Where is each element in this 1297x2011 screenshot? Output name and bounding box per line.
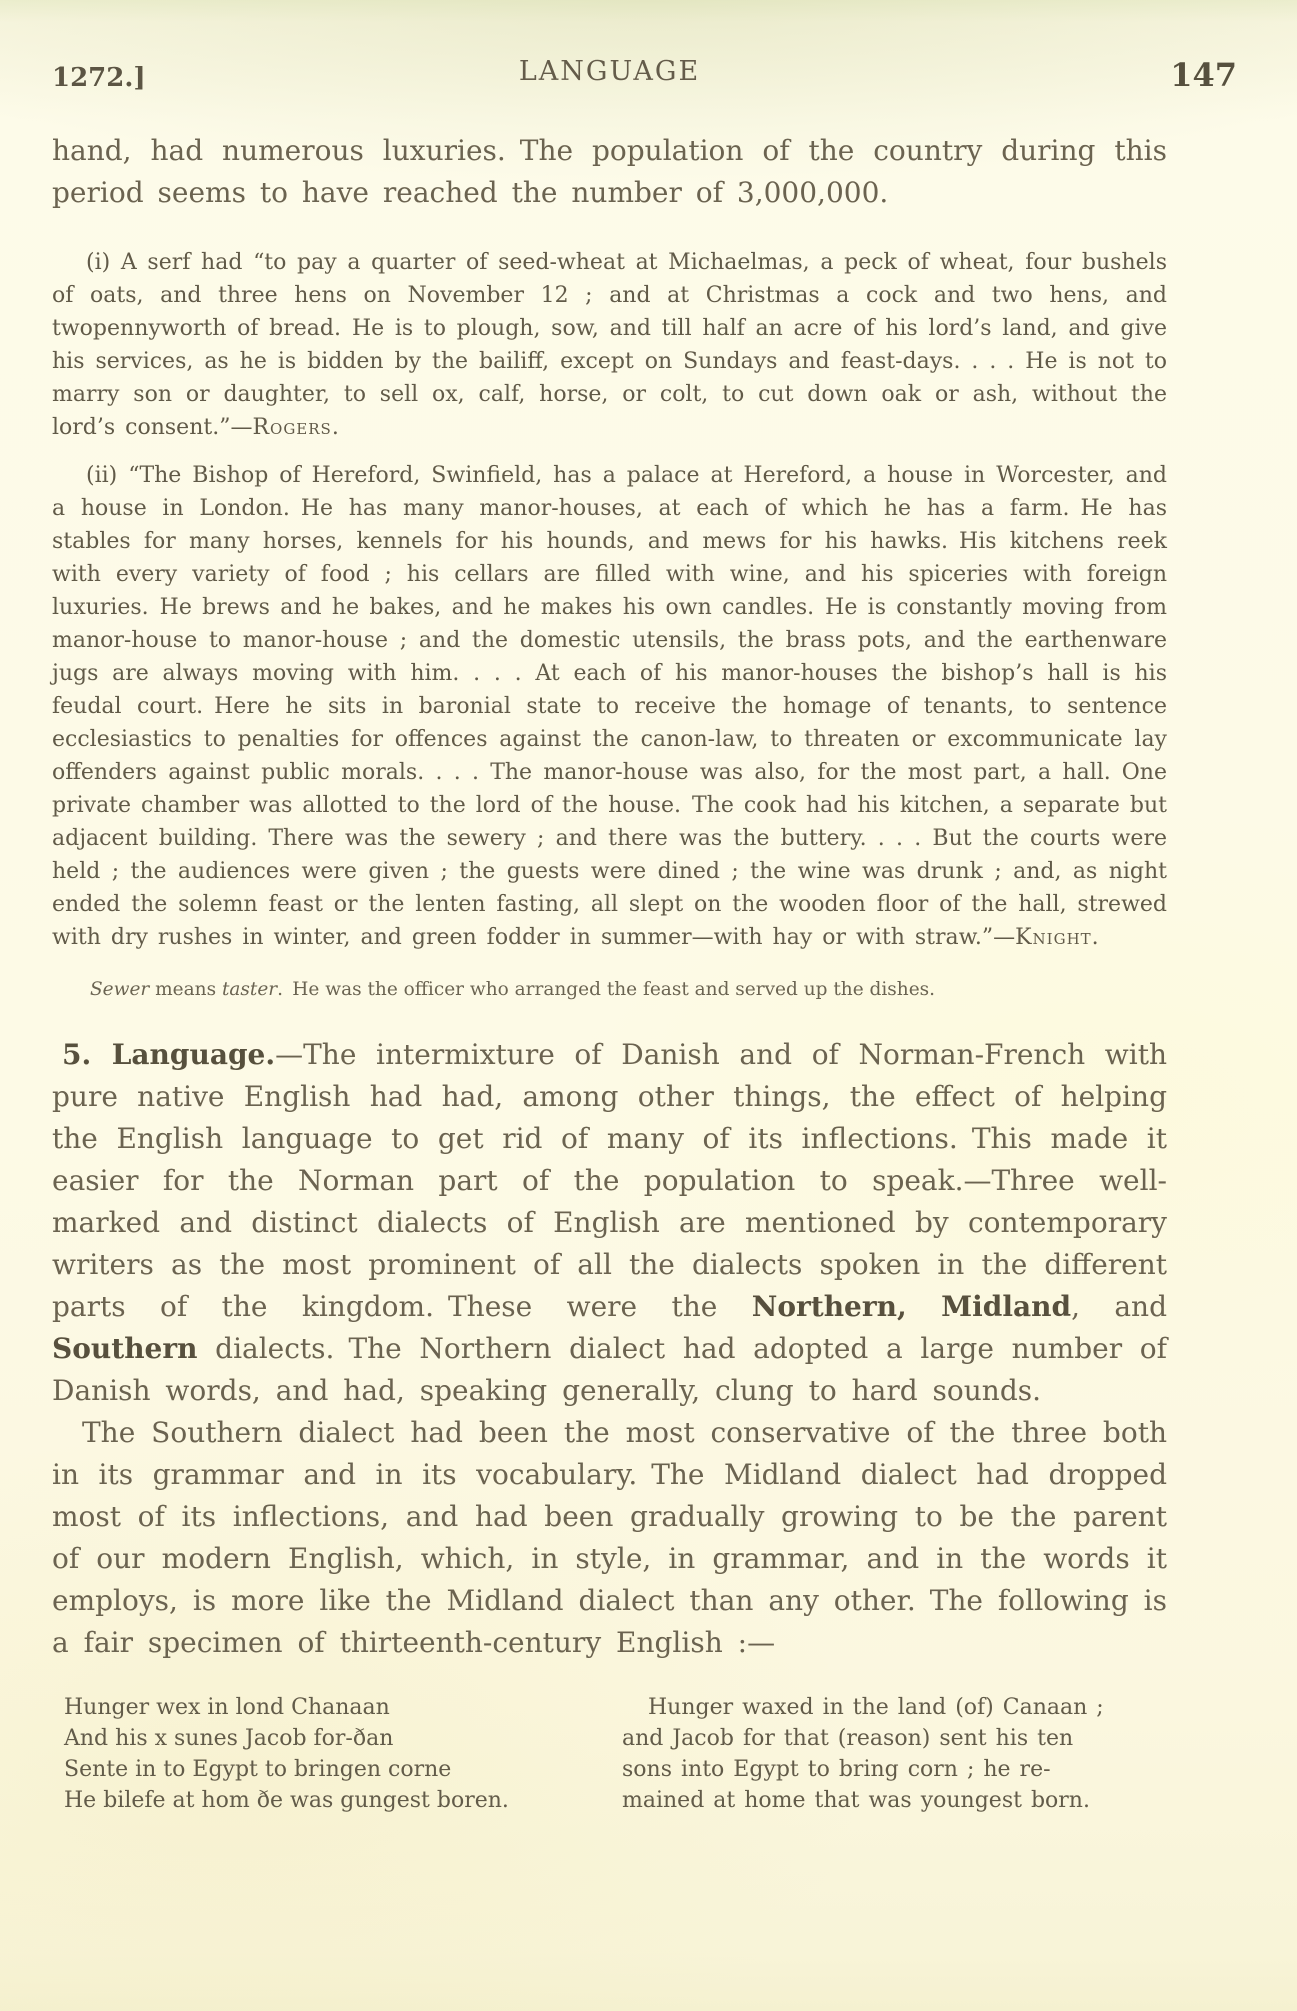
- verse-line: and Jacob for that (reason) sent his ten: [622, 1726, 1074, 1751]
- verse-translation: [584, 1692, 1167, 1816]
- quote-ii-author: Knight.: [1015, 925, 1100, 950]
- verse-line: Hunger waxed in the land (of) Canaan ;: [648, 1695, 1104, 1720]
- southern-dialect-paragraph: The Southern dialect had been the most conservative of the three both in its grammar and in its vocabulary. The Midland dialect had dropped most of its inflections, and had been gradually growing to be the parent of our modern English, which, in style, in grammar, and in the words it employs, is more like the Midland dialect than any other. The following is a fair specimen of thirteenth-century English :—: [52, 1416, 1167, 1659]
- footnote: [52, 978, 1167, 1002]
- header-chapter-title: LANGUAGE: [518, 56, 701, 87]
- section-5-text-d: dialects. The Northern dialect had adopted a large number of Danish words, and had, speaking generally, clung to hard sounds.: [52, 1332, 1167, 1407]
- quote-i-author: Rogers.: [252, 415, 340, 440]
- verse-line: He bilefe at hom ðe was gungest boren.: [64, 1788, 509, 1813]
- quote-ii-text: (ii) “The Bishop of Hereford, Swinfield, has a palace at Hereford, a house in Worcester, and a house in London. He has many manor-houses, at each of which he has a farm. He has stables for many horses, kennels for his hounds, and mews for his hawks. His kitchens reek with every variety of food ; his cellars are filled with wine, and his spiceries with foreign luxuries. He brews and he bakes, and he makes his own candles. He is constantly moving from manor-house to manor-house ; and the domestic utensils, the brass pots, and the earthenware jugs are always moving with him. . . . At each of his manor-houses the bishop’s hall is his feudal court. Here he sits in baronial state to receive the homage of tenants, to sentence ecclesiastics to penalties for offences against the canon-law, to threaten or excommunicate lay offenders against public morals. . . . The manor-house was also, for the most part, a hall. One private chamber was allotted to the lord of the house. The cook had his kitchen, a separate but adjacent building. There was the sewery ; and there was the buttery. . . . But the courts were held ; the audiences were given ; the guests were dined ; the wine was drunk ; and, as night ended the solemn feast or the lenten fasting, all slept on the wooden floor of the hall, strewed with dry rushes in winter, and green fodder in summer—with hay or with straw.”—: [52, 463, 1167, 950]
- section-5-space: [907, 1290, 941, 1323]
- intro-paragraph: hand, had numerous luxuries. The population of the country during this period seems to have reached the number of 3,000,000.: [52, 134, 1167, 209]
- footnote-term-taster: taster: [221, 979, 278, 1000]
- section-5-paragraph: [52, 1034, 1167, 1412]
- footnote-term-sewer: Sewer: [90, 979, 150, 1000]
- page-number: 147: [1170, 56, 1237, 94]
- quote-i-text: (i) A serf had “to pay a quarter of seed-wheat at Michaelmas, a peck of wheat, four bushels of oats, and three hens on November 12 ; and at Christmas a cock and two hens, and twopennyworth of bread. He is to plough, sow, and till half an acre of his lord’s land, and give his services, as he is bidden by the bailiff, except on Sundays and feast-days. . . . He is not to marry son or daughter, to sell ox, calf, horse, or colt, to cut down oak or ash, without the lord’s consent.”—: [52, 250, 1167, 440]
- verse-line: sons into Egypt to bring corn ; he re-: [622, 1757, 1051, 1782]
- verse-line: And his x sunes Jacob for-ðan: [64, 1726, 394, 1751]
- header-running-date: 1272.]: [52, 63, 146, 93]
- verse-old-english: [64, 1692, 584, 1816]
- quote-i-paragraph: [52, 246, 1167, 444]
- section-5-text-a: —The intermixture of Danish and of Norman-French with pure native English had had, among other things, the effect of helping the English language to get rid of many of its inflections. This made it easier for the Norman part of the population to speak.—Three well-marked and distinct dialects of English are mentioned by contemporary writers as the most prominent of all the dialects spoken in the different parts of the kingdom. These were the: [52, 1038, 1167, 1323]
- verse-line: Hunger wex in lond Chanaan: [64, 1695, 390, 1720]
- dialect-northern-bold: Northern,: [751, 1290, 907, 1323]
- footnote-text-rest: . He was the officer who arranged the feast and served up the dishes.: [277, 979, 936, 1000]
- section-5-text-c: , and: [1071, 1290, 1168, 1323]
- dialect-midland-bold: Midland: [941, 1290, 1072, 1323]
- quote-ii-paragraph: [52, 459, 1167, 954]
- page-header: [52, 56, 1237, 96]
- dialect-southern-bold: Southern: [52, 1332, 198, 1365]
- footnote-text-means: means: [149, 979, 222, 1000]
- section-5-heading: 5. Language.: [62, 1038, 276, 1071]
- verse-line: mained at home that was youngest born.: [622, 1788, 1090, 1813]
- verse-columns: [52, 1692, 1167, 1816]
- verse-line: Sente in to Egypt to bringen corne: [64, 1757, 452, 1782]
